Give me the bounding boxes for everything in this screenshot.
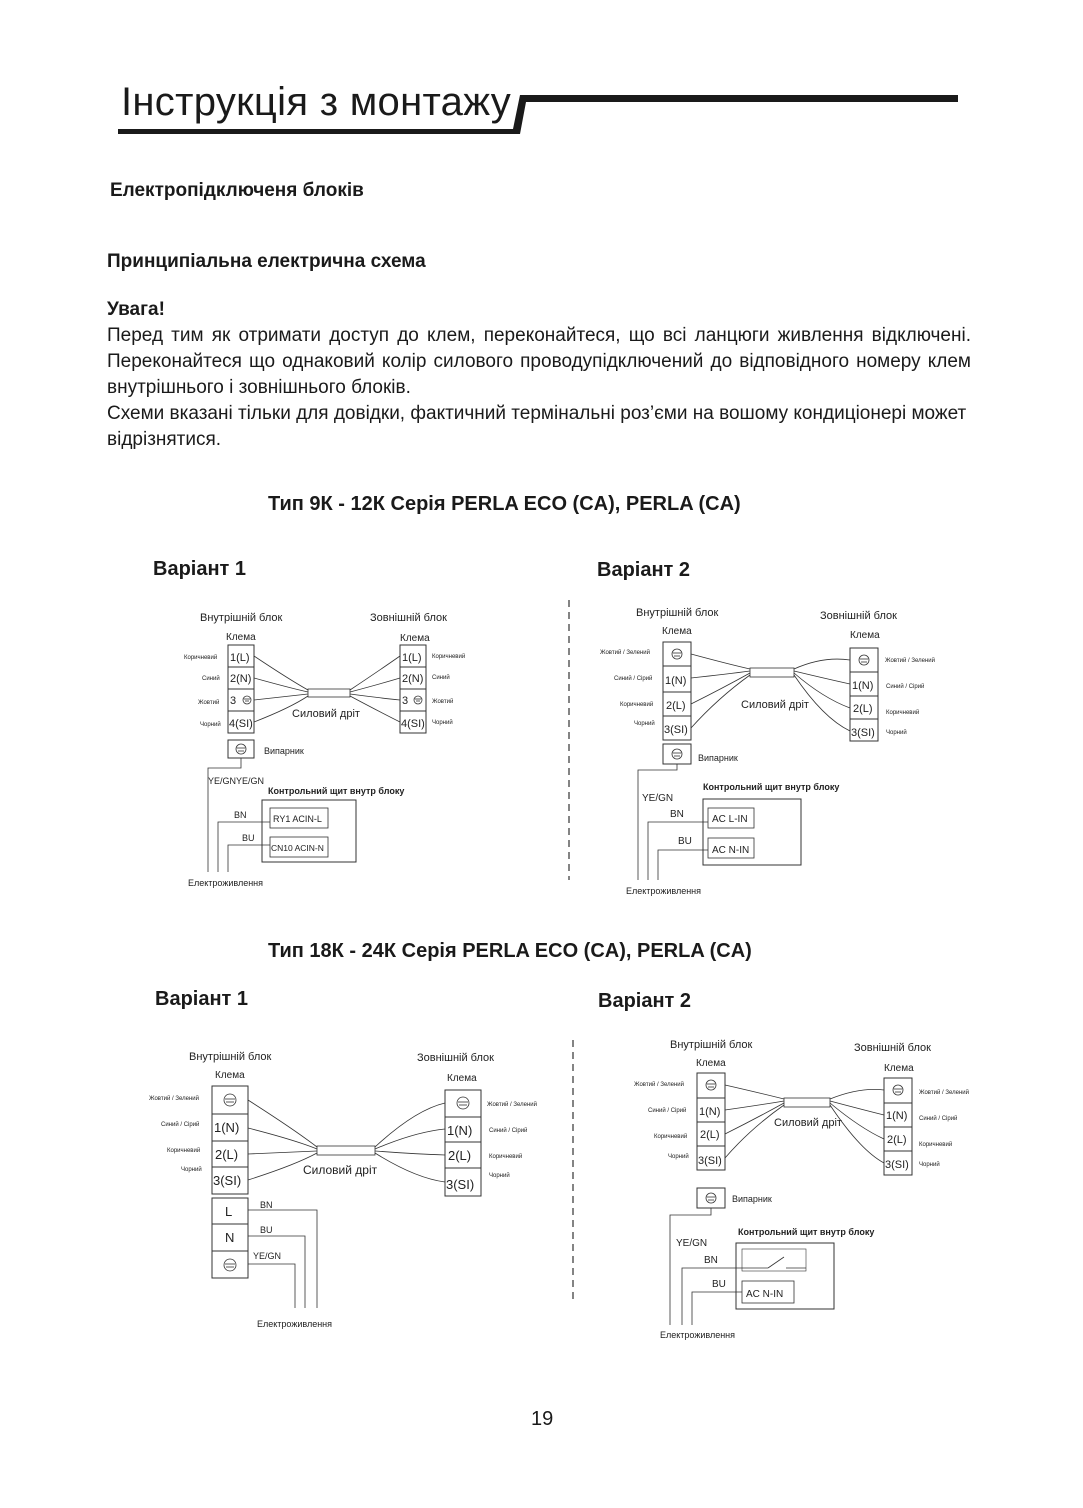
outdoor-terminal: 2(L) [887, 1134, 907, 1146]
wire-color: Жовтий / Зелений [600, 650, 650, 656]
power-supply-label: Електроживлення [626, 886, 702, 896]
type2-variant2-diagram [630, 1035, 985, 1345]
connector-label: AC N-IN [746, 1289, 784, 1300]
ye-gn-label: YE/GN [253, 1251, 282, 1261]
wire-color: Коричневий [167, 1148, 201, 1154]
wire-color: Жовтий / Зелений [885, 658, 935, 664]
wire-color: Коричневий [432, 654, 466, 660]
subsection-title: Принципіальна електрична схема [107, 251, 426, 272]
bn-label: BN [234, 810, 247, 820]
indoor-unit-label: Внутрішній блок [200, 612, 283, 624]
bu-label: BU [678, 836, 692, 847]
bn-label: BN [670, 809, 684, 820]
power-cable-label: Силовий дріт [741, 699, 809, 711]
indoor-terminal-label: Клема [662, 626, 692, 637]
wire-color: Чорний [181, 1167, 202, 1173]
type2-variant1-label: Варіант 1 [155, 988, 249, 1010]
type2-title: Тип 18К - 24К Серія PERLA ECO (CA), PERLA (CA) [268, 940, 752, 962]
bu-label: BU [260, 1225, 273, 1235]
outdoor-terminal: 2(N) [402, 673, 424, 685]
ground-icon [243, 696, 251, 704]
wire-color: Коричневий [886, 710, 920, 716]
title-underline [118, 94, 958, 140]
outdoor-terminal-label: Клема [850, 630, 880, 641]
indoor-terminal: 3(SI) [698, 1155, 722, 1167]
indoor-unit-label: Внутрішній блок [636, 607, 719, 619]
wire-color: Коричневий [654, 1134, 688, 1140]
type2-variant2-label: Варіант 2 [598, 990, 692, 1012]
wire-color: Синий / Сірий [161, 1122, 200, 1128]
wire-color: Чорний [200, 722, 221, 728]
outdoor-terminal: 3(SI) [446, 1177, 475, 1192]
ground-icon [859, 655, 869, 665]
connector-label: RY1 ACIN-L [273, 814, 322, 824]
indoor-unit-label: Внутрішній блок [189, 1051, 272, 1063]
power-cable-label: Силовий дріт [774, 1117, 842, 1129]
outdoor-terminal-label: Клема [884, 1063, 914, 1074]
outdoor-terminal-label: Клема [447, 1073, 477, 1084]
warning-block [107, 297, 971, 453]
evaporator-label: Випарник [732, 1194, 772, 1204]
indoor-terminal: 1(L) [230, 652, 250, 664]
type2-variant1-diagram [145, 1040, 560, 1335]
outdoor-unit-label: Зовнішній блок [370, 612, 447, 624]
warning-paragraph-2: Схеми вказані тільки для довідки, фактичний термінальні роз’єми на вошому кондиціонері может відрізнятися. [107, 403, 967, 450]
warning-paragraph-1: Перед тим як отримати доступ до клем, переконайтеся, що всі ланцюги живлення відключені. Переконайтеся що однаковий колір силового проводупідключений до відповідного номеру клем внутрішнього і зовнішнього блоків. [107, 325, 971, 398]
page-number: 19 [531, 1408, 554, 1430]
outdoor-terminal: 1(L) [402, 652, 422, 664]
wire-color: Чорний [489, 1173, 510, 1179]
ground-icon [224, 1094, 236, 1106]
connector-label: AC L-IN [712, 814, 748, 825]
outdoor-terminal: 2(L) [448, 1148, 472, 1163]
outdoor-terminal: 3(SI) [885, 1159, 909, 1171]
supply-terminal: L [225, 1204, 233, 1219]
warning-heading: Увага! [107, 299, 165, 320]
outdoor-unit-label: Зовнішній блок [417, 1052, 494, 1064]
wire-color: Жовтий / Зелений [634, 1082, 684, 1088]
type1-variant1-diagram [170, 600, 500, 900]
ground-wire-label: YE/GNYE/GN [208, 776, 265, 786]
wire-color: Синий / Сірий [919, 1116, 958, 1122]
ground-icon [414, 696, 422, 704]
indoor-terminal: 3 [230, 695, 237, 707]
wire-color: Жовтий / Зелений [919, 1090, 969, 1096]
ground-icon [236, 744, 246, 754]
wire-color: Коричневий [620, 702, 654, 708]
wire-color: Коричневий [489, 1154, 523, 1160]
indoor-terminal: 3(SI) [213, 1173, 242, 1188]
control-board-label: Контрольний щит внутр блоку [738, 1227, 875, 1237]
outdoor-terminal: 3 [402, 695, 409, 707]
wire-color: Чорний [634, 721, 655, 727]
indoor-terminal: 3(SI) [664, 724, 688, 736]
wire-color: Чорний [919, 1162, 940, 1168]
outdoor-terminal: 4(SI) [401, 718, 425, 730]
page-title: Інструкція з монтажу [121, 80, 512, 124]
divider [566, 600, 572, 880]
wire-color: Синий / Сірий [614, 676, 653, 682]
divider [570, 1040, 576, 1302]
ground-icon [706, 1193, 716, 1203]
type1-title: Тип 9К - 12К Серія PERLA ECO (CA), PERLA (CA) [268, 493, 741, 515]
bu-label: BU [242, 833, 255, 843]
indoor-terminal: 1(N) [214, 1120, 240, 1135]
wire-color: Синий [432, 675, 450, 681]
indoor-terminal-label: Клема [215, 1070, 245, 1081]
indoor-terminal: 2(L) [700, 1129, 720, 1141]
outdoor-terminal: 1(N) [852, 680, 874, 692]
outdoor-terminal-label: Клема [400, 633, 430, 644]
connector-label: AC N-IN [712, 845, 750, 856]
control-board-label: Контрольний щит внутр блоку [268, 786, 405, 796]
section-title: Електропідключеня блоків [110, 180, 364, 201]
control-board-label: Контрольний щит внутр блоку [703, 782, 840, 792]
power-supply-label: Електроживлення [660, 1330, 736, 1340]
indoor-terminal: 4(SI) [229, 718, 253, 730]
evaporator-label: Випарник [698, 753, 738, 763]
type1-variant2-label: Варіант 2 [597, 559, 691, 581]
ground-icon [672, 649, 682, 659]
indoor-terminal: 1(N) [665, 675, 687, 687]
wire-color: Жовтий [198, 700, 220, 706]
wire-color: Жовтий / Зелений [487, 1102, 537, 1108]
bn-label: BN [260, 1200, 273, 1210]
indoor-terminal: 2(L) [666, 700, 686, 712]
type1-variant1-label: Варіант 1 [153, 558, 247, 580]
ground-icon [893, 1085, 903, 1095]
wire-color: Синий [202, 676, 220, 682]
outdoor-terminal: 2(L) [853, 703, 873, 715]
wire-color: Синий / Сірий [886, 684, 925, 690]
wire-color: Синий / Сірий [489, 1128, 528, 1134]
wire-color: Жовтий [432, 699, 454, 705]
wire-color: Чорний [432, 720, 453, 726]
indoor-terminal: 2(N) [230, 673, 252, 685]
ground-icon [672, 749, 682, 759]
ground-wire-label: YE/GN [676, 1238, 708, 1249]
supply-terminal: N [225, 1230, 235, 1245]
wire-color: Коричневий [919, 1142, 953, 1148]
outdoor-unit-label: Зовнішній блок [820, 610, 897, 622]
ground-icon [457, 1097, 469, 1109]
evaporator-label: Випарник [264, 746, 304, 756]
ground-icon [706, 1080, 716, 1090]
wire-color: Чорний [886, 730, 907, 736]
power-cable-label: Силовий дріт [303, 1163, 378, 1177]
outdoor-terminal: 1(N) [447, 1123, 473, 1138]
indoor-terminal: 1(N) [699, 1106, 721, 1118]
outdoor-unit-label: Зовнішній блок [854, 1042, 931, 1054]
indoor-terminal-label: Клема [226, 632, 256, 643]
connector-label: CN10 ACIN-N [271, 843, 324, 853]
wire-color: Синий / Сірий [648, 1108, 687, 1114]
wire-color: Жовтий / Зелений [149, 1096, 199, 1102]
wire-color: Чорний [668, 1154, 689, 1160]
power-supply-label: Електроживлення [257, 1319, 333, 1329]
outdoor-terminal: 1(N) [886, 1110, 908, 1122]
power-cable-label: Силовий дріт [292, 708, 360, 720]
wire-color: Коричневий [184, 655, 218, 661]
outdoor-terminal: 3(SI) [851, 727, 875, 739]
ground-icon [224, 1259, 236, 1271]
ground-wire-label: YE/GN [642, 793, 674, 804]
type1-variant2-diagram [598, 598, 978, 900]
indoor-unit-label: Внутрішній блок [670, 1039, 753, 1051]
indoor-terminal: 2(L) [215, 1147, 239, 1162]
power-supply-label: Електроживлення [188, 878, 264, 888]
indoor-terminal-label: Клема [696, 1058, 726, 1069]
bn-label: BN [704, 1255, 718, 1266]
bu-label: BU [712, 1279, 726, 1290]
